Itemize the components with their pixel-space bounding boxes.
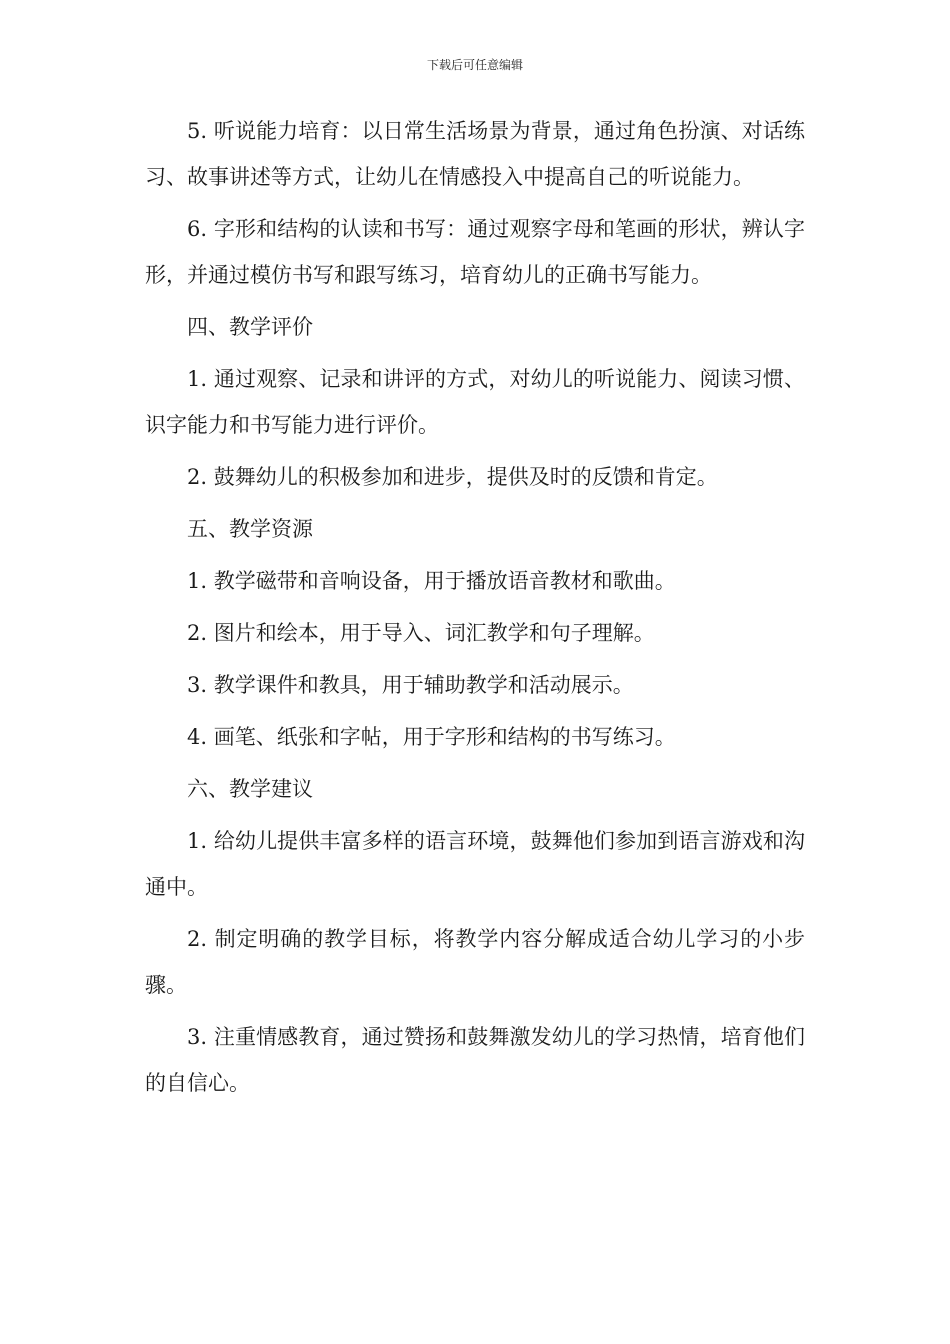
paragraph-listening-speaking: 5. 听说能力培育：以日常生活场景为背景，通过角色扮演、对话练习、故事讲述等方式，让幼儿在情感投入中提高自己的听说能力。 <box>145 119 805 189</box>
document-body <box>145 108 805 1112</box>
paragraph-resources-1: 1. 教学磁带和音响设备，用于播放语音教材和歌曲。 <box>187 569 676 593</box>
section-heading-suggestions: 六、教学建议 <box>187 777 313 801</box>
paragraph-resources-4: 4. 画笔、纸张和字帖，用于字形和结构的书写练习。 <box>187 725 676 749</box>
paragraph-resources-3: 3. 教学课件和教具，用于辅助教学和活动展示。 <box>187 673 634 697</box>
paragraph-character-writing: 6. 字形和结构的认读和书写：通过观察字母和笔画的形状，辨认字形，并通过模仿书写和跟写练习，培育幼儿的正确书写能力。 <box>145 217 805 287</box>
paragraph-resources-2: 2. 图片和绘本，用于导入、词汇教学和句子理解。 <box>187 621 655 645</box>
paragraph-evaluation-1: 1. 通过观察、记录和讲评的方式，对幼儿的听说能力、阅读习惯、识字能力和书写能力进行评价。 <box>145 367 805 437</box>
section-heading-evaluation: 四、教学评价 <box>187 315 313 339</box>
section-heading-resources: 五、教学资源 <box>187 517 313 541</box>
page-header: 下载后可任意编辑 <box>426 58 523 72</box>
paragraph-suggestions-3: 3. 注重情感教育，通过赞扬和鼓舞激发幼儿的学习热情，培育他们的自信心。 <box>145 1025 805 1095</box>
paragraph-suggestions-1: 1. 给幼儿提供丰富多样的语言环境，鼓舞他们参加到语言游戏和沟通中。 <box>145 829 805 899</box>
paragraph-evaluation-2: 2. 鼓舞幼儿的积极参加和进步，提供及时的反馈和肯定。 <box>187 465 718 489</box>
paragraph-suggestions-2: 2. 制定明确的教学目标，将教学内容分解成适合幼儿学习的小步骤。 <box>145 927 805 997</box>
